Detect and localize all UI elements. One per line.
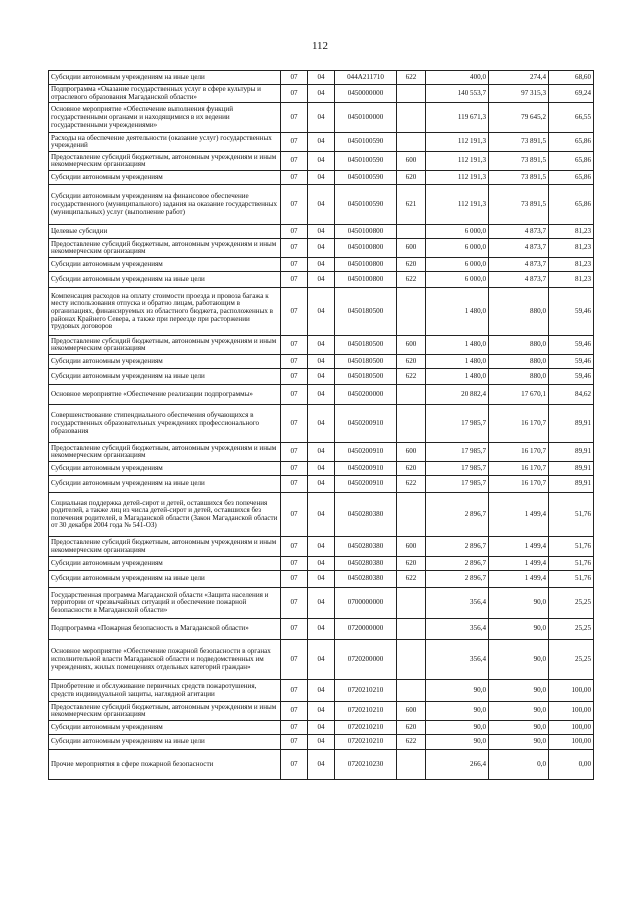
row-expense-type: 600	[397, 443, 426, 462]
table-row	[49, 619, 594, 640]
row-executed: 16 170,7	[489, 405, 549, 443]
row-subsection: 04	[308, 619, 335, 640]
row-target-article: 0450200910	[335, 476, 397, 493]
row-expense-type	[397, 640, 426, 680]
table-row	[49, 557, 594, 571]
row-subsection: 04	[308, 588, 335, 619]
row-name: Приобретение и обслуживание первичных средств пожаротушения, средств индивидуальной защиты, наглядной агитации	[49, 680, 281, 702]
row-name: Предоставление субсидий бюджетным, автономным учреждениям и иным некоммерческим организациям	[49, 152, 281, 171]
row-section: 07	[281, 71, 308, 85]
row-executed: 1 499,4	[489, 537, 549, 557]
row-name: Субсидии автономным учреждениям на финансовое обеспечение государственного (муниципального) задания на оказание государственных (муниципальных) услуг (выполнение работ)	[49, 185, 281, 225]
row-executed: 90,0	[489, 619, 549, 640]
row-expense-type	[397, 288, 426, 336]
row-section: 07	[281, 750, 308, 780]
row-executed: 274,4	[489, 71, 549, 85]
row-executed: 1 499,4	[489, 493, 549, 537]
table-row	[49, 537, 594, 557]
row-planned: 6 000,0	[426, 239, 489, 258]
row-subsection: 04	[308, 225, 335, 239]
row-planned: 17 985,7	[426, 462, 489, 476]
row-expense-type	[397, 493, 426, 537]
row-section: 07	[281, 152, 308, 171]
row-expense-type: 600	[397, 152, 426, 171]
row-expense-type: 622	[397, 71, 426, 85]
table-row	[49, 588, 594, 619]
row-section: 07	[281, 680, 308, 702]
row-target-article: 0450280380	[335, 537, 397, 557]
row-expense-type	[397, 225, 426, 239]
row-name: Субсидии автономным учреждениям	[49, 258, 281, 272]
row-executed: 16 170,7	[489, 443, 549, 462]
row-percent: 25,25	[549, 619, 594, 640]
row-executed: 880,0	[489, 369, 549, 385]
row-section: 07	[281, 133, 308, 152]
row-planned: 1 480,0	[426, 355, 489, 369]
row-target-article: 0720210210	[335, 735, 397, 750]
table-row	[49, 71, 594, 85]
row-executed: 73 891,5	[489, 152, 549, 171]
row-planned: 266,4	[426, 750, 489, 780]
row-percent: 84,62	[549, 385, 594, 405]
row-name: Субсидии автономным учреждениям на иные цели	[49, 476, 281, 493]
row-subsection: 04	[308, 405, 335, 443]
row-name: Основное мероприятие «Обеспечение реализации подпрограммы»	[49, 385, 281, 405]
row-name: Целевые субсидии	[49, 225, 281, 239]
row-section: 07	[281, 185, 308, 225]
row-executed: 16 170,7	[489, 462, 549, 476]
row-target-article: 0450200910	[335, 462, 397, 476]
table-row	[49, 152, 594, 171]
row-target-article: 0720200000	[335, 640, 397, 680]
row-name: Предоставление субсидий бюджетным, автономным учреждениям и иным некоммерческим организациям	[49, 443, 281, 462]
row-section: 07	[281, 557, 308, 571]
row-expense-type: 620	[397, 355, 426, 369]
table-row	[49, 185, 594, 225]
table-row	[49, 336, 594, 355]
row-percent: 81,23	[549, 258, 594, 272]
row-name: Субсидии автономным учреждениям на иные цели	[49, 272, 281, 288]
row-executed: 880,0	[489, 355, 549, 369]
table-row	[49, 103, 594, 133]
row-subsection: 04	[308, 288, 335, 336]
row-executed: 90,0	[489, 721, 549, 735]
row-section: 07	[281, 85, 308, 103]
row-expense-type: 620	[397, 258, 426, 272]
row-planned: 1 480,0	[426, 288, 489, 336]
row-target-article: 0450180500	[335, 369, 397, 385]
table-row	[49, 369, 594, 385]
row-name: Государственная программа Магаданской области «Защита населения и территории от чрезвычайных ситуаций и обеспечение пожарной безопасности в Магаданской области»	[49, 588, 281, 619]
row-target-article: 0450280380	[335, 571, 397, 588]
row-subsection: 04	[308, 680, 335, 702]
row-section: 07	[281, 336, 308, 355]
row-name: Предоставление субсидий бюджетным, автономным учреждениям и иным некоммерческим организациям	[49, 239, 281, 258]
budget-table	[48, 70, 594, 780]
row-executed: 880,0	[489, 336, 549, 355]
row-executed: 4 873,7	[489, 239, 549, 258]
row-percent: 65,86	[549, 171, 594, 185]
row-planned: 112 191,3	[426, 171, 489, 185]
row-percent: 81,23	[549, 225, 594, 239]
row-target-article: 0450180500	[335, 355, 397, 369]
row-expense-type: 622	[397, 476, 426, 493]
row-subsection: 04	[308, 462, 335, 476]
row-planned: 90,0	[426, 702, 489, 721]
row-target-article: 0450280380	[335, 557, 397, 571]
row-percent: 89,91	[549, 476, 594, 493]
row-executed: 880,0	[489, 288, 549, 336]
row-target-article: 0450200910	[335, 443, 397, 462]
row-target-article: 0450100590	[335, 171, 397, 185]
table-row	[49, 133, 594, 152]
row-expense-type: 620	[397, 462, 426, 476]
row-subsection: 04	[308, 702, 335, 721]
table-row	[49, 462, 594, 476]
row-subsection: 04	[308, 537, 335, 557]
row-subsection: 04	[308, 721, 335, 735]
row-executed: 90,0	[489, 702, 549, 721]
row-percent: 100,00	[549, 680, 594, 702]
row-percent: 65,86	[549, 152, 594, 171]
table-row	[49, 493, 594, 537]
row-percent: 81,23	[549, 239, 594, 258]
row-section: 07	[281, 702, 308, 721]
row-planned: 356,4	[426, 588, 489, 619]
row-subsection: 04	[308, 133, 335, 152]
row-subsection: 04	[308, 369, 335, 385]
row-target-article: 0450100800	[335, 272, 397, 288]
row-subsection: 04	[308, 385, 335, 405]
row-subsection: 04	[308, 571, 335, 588]
row-subsection: 04	[308, 239, 335, 258]
table-row	[49, 750, 594, 780]
row-expense-type: 622	[397, 735, 426, 750]
table-row	[49, 443, 594, 462]
row-planned: 2 896,7	[426, 493, 489, 537]
row-section: 07	[281, 405, 308, 443]
row-name: Подпрограмма «Пожарная безопасность в Магаданской области»	[49, 619, 281, 640]
row-subsection: 04	[308, 355, 335, 369]
row-planned: 140 553,7	[426, 85, 489, 103]
row-target-article: 0450200910	[335, 405, 397, 443]
row-expense-type: 620	[397, 721, 426, 735]
row-executed: 16 170,7	[489, 476, 549, 493]
row-planned: 90,0	[426, 735, 489, 750]
row-expense-type: 622	[397, 272, 426, 288]
row-percent: 89,91	[549, 462, 594, 476]
row-percent: 100,00	[549, 735, 594, 750]
row-name: Расходы на обеспечение деятельности (оказание услуг) государственных учреждений	[49, 133, 281, 152]
row-executed: 4 873,7	[489, 272, 549, 288]
table-row	[49, 272, 594, 288]
table-row	[49, 385, 594, 405]
row-subsection: 04	[308, 640, 335, 680]
row-executed: 73 891,5	[489, 133, 549, 152]
row-target-article: 0720210210	[335, 680, 397, 702]
row-percent: 89,91	[549, 443, 594, 462]
row-subsection: 04	[308, 171, 335, 185]
table-row	[49, 571, 594, 588]
row-planned: 356,4	[426, 640, 489, 680]
row-target-article: 044A211710	[335, 71, 397, 85]
row-name: Предоставление субсидий бюджетным, автономным учреждениям и иным некоммерческим организациям	[49, 702, 281, 721]
row-executed: 17 670,1	[489, 385, 549, 405]
row-expense-type	[397, 85, 426, 103]
row-percent: 66,55	[549, 103, 594, 133]
row-target-article: 0450180500	[335, 288, 397, 336]
row-planned: 90,0	[426, 680, 489, 702]
row-planned: 90,0	[426, 721, 489, 735]
row-planned: 17 985,7	[426, 476, 489, 493]
row-name: Социальная поддержка детей-сирот и детей, оставшихся без попечения родителей, а также лиц из числа детей-сирот и детей, оставшихся без попечения родителей, в Магаданской области (Закон Магаданской области от 30 декабря 2004 года № 541-ОЗ)	[49, 493, 281, 537]
table-row	[49, 258, 594, 272]
row-target-article: 0450100800	[335, 225, 397, 239]
row-name: Субсидии автономным учреждениям	[49, 355, 281, 369]
row-section: 07	[281, 588, 308, 619]
row-name: Субсидии автономным учреждениям на иные цели	[49, 369, 281, 385]
row-expense-type: 621	[397, 185, 426, 225]
row-expense-type: 600	[397, 537, 426, 557]
row-percent: 69,24	[549, 85, 594, 103]
row-target-article: 0700000000	[335, 588, 397, 619]
row-percent: 0,00	[549, 750, 594, 780]
row-expense-type: 620	[397, 557, 426, 571]
row-target-article: 0450200000	[335, 385, 397, 405]
table-row	[49, 171, 594, 185]
row-planned: 6 000,0	[426, 258, 489, 272]
row-subsection: 04	[308, 336, 335, 355]
row-section: 07	[281, 272, 308, 288]
table-row	[49, 680, 594, 702]
row-section: 07	[281, 493, 308, 537]
row-name: Субсидии автономным учреждениям	[49, 171, 281, 185]
row-planned: 1 480,0	[426, 369, 489, 385]
row-name: Основное мероприятие «Обеспечение пожарной безопасности в органах исполнительной власти Магаданской области и подведомственных им учреждениях, жилых помещениях отдельных категорий граждан»	[49, 640, 281, 680]
row-name: Прочие мероприятия в сфере пожарной безопасности	[49, 750, 281, 780]
row-expense-type	[397, 385, 426, 405]
row-section: 07	[281, 571, 308, 588]
row-expense-type: 622	[397, 571, 426, 588]
row-executed: 1 499,4	[489, 571, 549, 588]
row-percent: 51,76	[549, 493, 594, 537]
table-body	[49, 71, 594, 780]
table-row	[49, 476, 594, 493]
table-row	[49, 239, 594, 258]
row-subsection: 04	[308, 103, 335, 133]
row-section: 07	[281, 239, 308, 258]
row-name: Субсидии автономным учреждениям	[49, 462, 281, 476]
row-planned: 17 985,7	[426, 443, 489, 462]
row-name: Субсидии автономным учреждениям на иные цели	[49, 71, 281, 85]
row-name: Субсидии автономным учреждениям	[49, 557, 281, 571]
row-executed: 79 645,2	[489, 103, 549, 133]
row-percent: 65,86	[549, 133, 594, 152]
row-executed: 73 891,5	[489, 185, 549, 225]
row-subsection: 04	[308, 85, 335, 103]
row-percent: 65,86	[549, 185, 594, 225]
row-planned: 119 671,3	[426, 103, 489, 133]
row-planned: 6 000,0	[426, 272, 489, 288]
row-name: Совершенствование стипендиального обеспечения обучающихся в государственных образовательных учреждениях профессионального образования	[49, 405, 281, 443]
row-section: 07	[281, 537, 308, 557]
row-percent: 59,46	[549, 369, 594, 385]
row-executed: 0,0	[489, 750, 549, 780]
row-planned: 356,4	[426, 619, 489, 640]
row-section: 07	[281, 385, 308, 405]
row-target-article: 0450180500	[335, 336, 397, 355]
row-expense-type	[397, 680, 426, 702]
row-percent: 51,76	[549, 557, 594, 571]
row-planned: 112 191,3	[426, 133, 489, 152]
table-row	[49, 721, 594, 735]
table-row	[49, 225, 594, 239]
row-executed: 97 315,3	[489, 85, 549, 103]
row-section: 07	[281, 735, 308, 750]
row-subsection: 04	[308, 272, 335, 288]
row-executed: 4 873,7	[489, 258, 549, 272]
table-row	[49, 735, 594, 750]
row-target-article: 0450000000	[335, 85, 397, 103]
row-executed: 90,0	[489, 588, 549, 619]
table-row	[49, 288, 594, 336]
row-section: 07	[281, 619, 308, 640]
row-target-article: 0450100800	[335, 239, 397, 258]
row-executed: 4 873,7	[489, 225, 549, 239]
row-expense-type: 600	[397, 336, 426, 355]
row-percent: 51,76	[549, 571, 594, 588]
row-name: Субсидии автономным учреждениям на иные цели	[49, 735, 281, 750]
row-subsection: 04	[308, 258, 335, 272]
table-row	[49, 405, 594, 443]
row-name: Подпрограмма «Оказание государственных услуг в сфере культуры и отраслевого образования Магаданской области»	[49, 85, 281, 103]
row-percent: 81,23	[549, 272, 594, 288]
table-row	[49, 85, 594, 103]
row-section: 07	[281, 462, 308, 476]
row-target-article: 0720210230	[335, 750, 397, 780]
row-subsection: 04	[308, 185, 335, 225]
row-expense-type	[397, 103, 426, 133]
row-subsection: 04	[308, 71, 335, 85]
row-name: Основное мероприятие «Обеспечение выполнения функций государственными органами и находящимися в их ведении государственными учреждениями»	[49, 103, 281, 133]
row-planned: 1 480,0	[426, 336, 489, 355]
row-executed: 73 891,5	[489, 171, 549, 185]
row-target-article: 0450100590	[335, 133, 397, 152]
row-planned: 6 000,0	[426, 225, 489, 239]
table-row	[49, 640, 594, 680]
row-planned: 400,0	[426, 71, 489, 85]
row-executed: 90,0	[489, 680, 549, 702]
row-name: Субсидии автономным учреждениям	[49, 721, 281, 735]
row-section: 07	[281, 171, 308, 185]
row-percent: 59,46	[549, 355, 594, 369]
row-percent: 89,91	[549, 405, 594, 443]
row-subsection: 04	[308, 476, 335, 493]
row-percent: 100,00	[549, 721, 594, 735]
row-section: 07	[281, 640, 308, 680]
row-target-article: 0450100000	[335, 103, 397, 133]
row-percent: 25,25	[549, 640, 594, 680]
row-percent: 68,60	[549, 71, 594, 85]
row-name: Компенсация расходов на оплату стоимости проезда и провоза багажа к месту использования отпуска и обратно лицам, работающим в организациях, финансируемых из областного бюджета, расположенных в районах Крайнего Севера, а также при переезде при расторжении трудовых договоров	[49, 288, 281, 336]
row-section: 07	[281, 369, 308, 385]
row-subsection: 04	[308, 152, 335, 171]
row-planned: 2 896,7	[426, 571, 489, 588]
row-percent: 51,76	[549, 537, 594, 557]
row-section: 07	[281, 721, 308, 735]
row-section: 07	[281, 288, 308, 336]
row-executed: 90,0	[489, 640, 549, 680]
row-percent: 59,46	[549, 288, 594, 336]
row-section: 07	[281, 258, 308, 272]
row-section: 07	[281, 476, 308, 493]
row-expense-type	[397, 133, 426, 152]
row-percent: 25,25	[549, 588, 594, 619]
row-subsection: 04	[308, 443, 335, 462]
row-expense-type	[397, 405, 426, 443]
row-expense-type: 600	[397, 702, 426, 721]
row-executed: 90,0	[489, 735, 549, 750]
row-section: 07	[281, 443, 308, 462]
row-target-article: 0450280380	[335, 493, 397, 537]
row-target-article: 0450100590	[335, 185, 397, 225]
row-name: Предоставление субсидий бюджетным, автономным учреждениям и иным некоммерческим организациям	[49, 336, 281, 355]
row-planned: 112 191,3	[426, 185, 489, 225]
row-executed: 1 499,4	[489, 557, 549, 571]
row-expense-type: 600	[397, 239, 426, 258]
row-expense-type: 622	[397, 369, 426, 385]
row-subsection: 04	[308, 735, 335, 750]
row-subsection: 04	[308, 750, 335, 780]
row-expense-type	[397, 619, 426, 640]
row-expense-type	[397, 750, 426, 780]
row-planned: 17 985,7	[426, 405, 489, 443]
row-target-article: 0720210210	[335, 721, 397, 735]
page-number: 112	[311, 40, 329, 52]
row-section: 07	[281, 355, 308, 369]
row-section: 07	[281, 103, 308, 133]
table-row	[49, 702, 594, 721]
row-planned: 112 191,3	[426, 152, 489, 171]
row-percent: 59,46	[549, 336, 594, 355]
row-planned: 2 896,7	[426, 557, 489, 571]
row-planned: 20 882,4	[426, 385, 489, 405]
row-expense-type	[397, 588, 426, 619]
row-subsection: 04	[308, 557, 335, 571]
table-row	[49, 355, 594, 369]
row-expense-type: 620	[397, 171, 426, 185]
row-percent: 100,00	[549, 702, 594, 721]
row-target-article: 0720210210	[335, 702, 397, 721]
row-target-article: 0450100800	[335, 258, 397, 272]
row-target-article: 0720000000	[335, 619, 397, 640]
row-subsection: 04	[308, 493, 335, 537]
row-target-article: 0450100590	[335, 152, 397, 171]
row-section: 07	[281, 225, 308, 239]
row-name: Предоставление субсидий бюджетным, автономным учреждениям и иным некоммерческим организациям	[49, 537, 281, 557]
row-planned: 2 896,7	[426, 537, 489, 557]
row-name: Субсидии автономным учреждениям на иные цели	[49, 571, 281, 588]
